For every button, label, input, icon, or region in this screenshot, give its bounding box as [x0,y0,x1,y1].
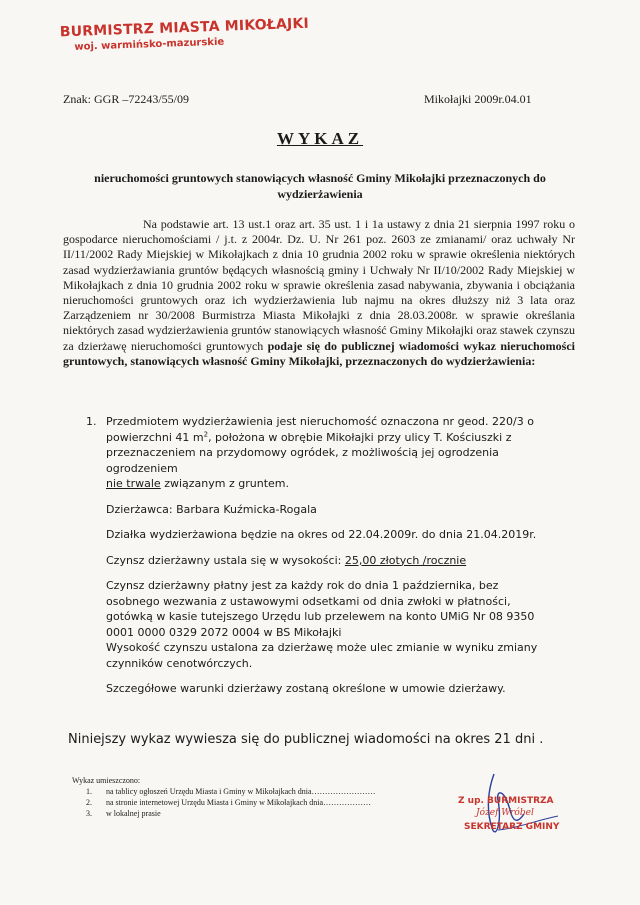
property-description-b: , położona w obrębie Mikołajki przy ulicy T. Kościuszki z przeznaczeniem na przydomowy ogródek, z możliwością jej ogrodzenia ogrodzeniem [106,430,512,475]
signature-line-3: SEKRETARZ GMINY [464,822,560,832]
posting-place: 3. w lokalnej prasie [94,808,376,819]
posting-period-notice: Niniejszy wykaz wywiesza się do publicznej wiadomości na okres 21 dni . [68,732,544,747]
item-number: 1. [86,415,97,428]
reference-number: Znak: GGR –72243/55/09 [63,92,189,106]
posting-locations [72,775,376,819]
rent-value: 25,00 złotych /rocznie [344,553,467,567]
posting-heading: Wykaz umieszczono: [72,776,141,785]
stamp-region: woj. warmińsko-mazurskie [74,36,225,53]
legal-basis-paragraph [63,217,575,369]
property-description [106,414,546,492]
office-stamp [60,16,310,54]
property-item [86,414,546,707]
tenant: Dzierżawca: Barbara Kuźmicka-Rogala [106,502,317,516]
rent-change-note: Wysokość czynszu ustalona za dzierżawę może ulec zmianie w wyniku zmiany czynników cenotwórczych. [106,641,538,670]
property-description-a: Przedmiotem wydzierżawienia jest nieruchomość oznaczona nr geod. 220/3 o powierzchni 41 m [106,415,534,444]
lease-period: Działka wydzierżawiona będzie na okres od 22.04.2009r. do dnia 21.04.2019r. [106,528,537,541]
property-description-c: związanym z gruntem. [164,477,289,490]
legal-basis-announcement: podaje się do publicznej wiadomości wykaz nieruchomości gruntowych, stanowiących własność Gminy Mikołajki, przeznaczonych do wydzierżawienia: [63,338,576,368]
signature-line-2: Józef Wróbel [476,808,534,818]
posting-place: 1. na tablicy ogłoszeń Urzędu Miasta i Gminy w Mikołajkach dnia…………………… [94,786,376,797]
payment-terms: Czynsz dzierżawny płatny jest za każdy rok do dnia 1 października, bez osobnego wezwania z ustawowymi odsetkami od dnia zwłoki w płatności, gotówką w kasie tutejszego Urzędu lub przelewem na konto UMiG Nr 08 9350 0001 0000 0329 2072 0004 w BS Mikołajki [106,579,535,639]
document-title-text: WYKAZ [276,129,364,148]
lease-details-note: Szczegółowe warunki dzierżawy zostaną określone w umowie dzierżawy. [106,682,506,695]
stamp-title: BURMISTRZ MIASTA MIKOŁAJKI [59,15,310,41]
document-subtitle: nieruchomości gruntowych stanowiących własność Gminy Mikołajki przeznaczonych do wydzierżawienia [94,171,546,201]
area-superscript: 2 [203,429,209,438]
document-date: Mikołajki 2009r.04.01 [424,92,532,106]
fence-type: nie trwale [106,477,161,490]
signature-line-1: Z up. BURMISTRZA [458,796,554,806]
posting-place: 2. na stronie internetowej Urzędu Miasta i Gminy w Mikołajkach dnia……………… [94,797,376,808]
legal-basis-text: Na podstawie art. 13 ust.1 oraz art. 35 ust. 1 i 1a ustawy z dnia 21 sierpnia 1997 roku o gospodarce nieruchomościami / j.t. z 2004r. Dz. U. Nr 261 poz. 2603 ze zmianami/ oraz uchwały Nr II/11/2002 Rady Miejskiej w Mikołajkach z dnia 10 grudnia 2002 roku w sprawie określenia niektórych zasad wydzierżawiania gruntów będących własnością gminy i Uchwały Nr II/10/2002 Rady Miejskiej w Mikołajkach z dnia 10 grudnia 2002 roku w sprawie określenia zasad nabywania, zbywania i obciążania nieruchomości gruntowych oraz ich wydzierżawienia lub najmu na okres dłuższy niż 3 lata oraz Zarządzeniem nr 30/2008 Burmistrza Miasta Mikołajki z dnia 28.03.2008r. w sprawie określania niektórych zasad wydzierżawienia gruntów stanowiących własność Gminy Mikołajki oraz stawek czynszu za dzierżawę nieruchomości gruntowych [63,217,575,353]
rent-label: Czynsz dzierżawny ustala się w wysokości: [106,553,342,567]
rent-line [106,553,546,569]
document-title [0,129,640,149]
signature-stamp [458,770,578,850]
